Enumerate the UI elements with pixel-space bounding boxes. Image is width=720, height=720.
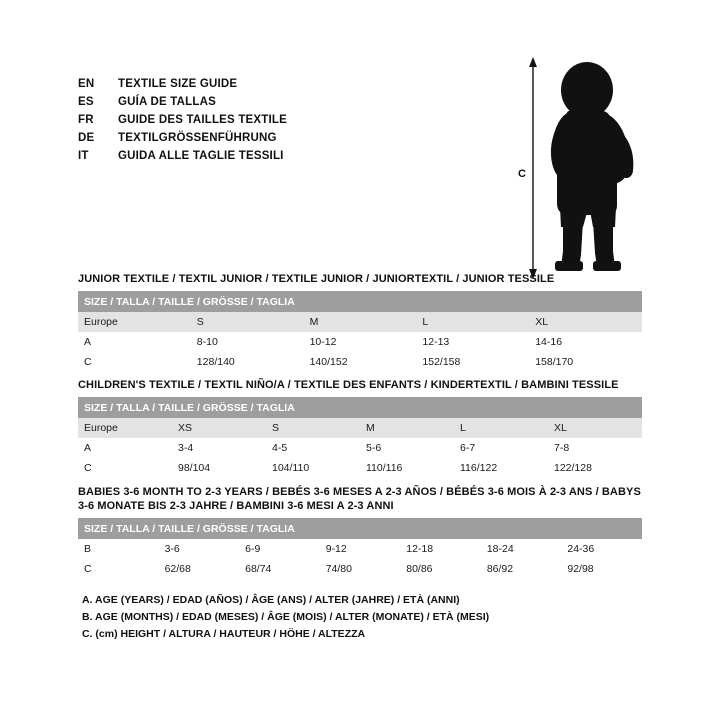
language-row xyxy=(78,75,478,93)
cell: 68/74 xyxy=(239,559,320,579)
cell: 3-4 xyxy=(172,438,266,458)
row-label: B xyxy=(78,539,159,559)
cell: 128/140 xyxy=(191,352,304,372)
column-header: XS xyxy=(172,418,266,438)
legend-line-a: A. AGE (YEARS) / EDAD (AÑOS) / ÂGE (ANS) / ALTER (JAHRE) / ETÀ (ANNI) xyxy=(82,594,460,606)
cell: 86/92 xyxy=(481,559,562,579)
cell: 3-6 xyxy=(159,539,240,559)
legend-line-b: B. AGE (MONTHS) / EDAD (MESES) / ÂGE (MOIS) / ALTER (MONATE) / ETÀ (MESI) xyxy=(82,611,490,623)
row-label: A xyxy=(78,332,191,352)
size-band-label: SIZE / TALLA / TAILLE / GRÖSSE / TAGLIA xyxy=(78,397,642,418)
column-header: XL xyxy=(548,418,642,438)
table-head-row xyxy=(78,291,642,312)
row-label: C xyxy=(78,559,159,579)
language-row xyxy=(78,147,478,165)
cell: 18-24 xyxy=(481,539,562,559)
cell: 92/98 xyxy=(561,559,642,579)
language-row xyxy=(78,93,478,111)
cell: 6-9 xyxy=(239,539,320,559)
language-title: GUIDE DES TAILLES TEXTILE xyxy=(118,114,287,126)
cell: 122/128 xyxy=(548,458,642,478)
table-column-row xyxy=(78,312,642,332)
table-row xyxy=(78,559,642,579)
table-row xyxy=(78,458,642,478)
language-title: GUIDA ALLE TAGLIE TESSILI xyxy=(118,150,284,162)
cell: 152/158 xyxy=(416,352,529,372)
column-header: Europe xyxy=(78,418,172,438)
language-code: FR xyxy=(78,114,94,126)
section-title: JUNIOR TEXTILE / TEXTIL JUNIOR / TEXTILE JUNIOR / JUNIORTEXTIL / JUNIOR TESSILE xyxy=(78,273,555,285)
height-measure-label: C xyxy=(518,168,526,180)
column-header: Europe xyxy=(78,312,191,332)
column-header: S xyxy=(266,418,360,438)
cell: 8-10 xyxy=(191,332,304,352)
cell: 80/86 xyxy=(400,559,481,579)
size-band-label: SIZE / TALLA / TAILLE / GRÖSSE / TAGLIA xyxy=(78,518,642,539)
cell: 12-13 xyxy=(416,332,529,352)
section-children-textile xyxy=(78,378,642,478)
language-row xyxy=(78,129,478,147)
language-code: IT xyxy=(78,150,89,162)
section-junior-textile xyxy=(78,272,642,372)
column-header: XL xyxy=(529,312,642,332)
babies-size-table xyxy=(78,518,642,579)
table-head-row xyxy=(78,518,642,539)
table-row xyxy=(78,332,642,352)
language-header xyxy=(78,75,478,165)
row-label: C xyxy=(78,352,191,372)
children-size-table xyxy=(78,397,642,478)
column-header: S xyxy=(191,312,304,332)
size-band-label: SIZE / TALLA / TAILLE / GRÖSSE / TAGLIA xyxy=(78,291,642,312)
legend-block xyxy=(78,592,638,643)
row-label: C xyxy=(78,458,172,478)
cell: 6-7 xyxy=(454,438,548,458)
cell: 12-18 xyxy=(400,539,481,559)
language-code: DE xyxy=(78,132,95,144)
cell: 9-12 xyxy=(320,539,401,559)
cell: 7-8 xyxy=(548,438,642,458)
child-figure-icon xyxy=(505,55,665,280)
cell: 110/116 xyxy=(360,458,454,478)
cell: 4-5 xyxy=(266,438,360,458)
language-row xyxy=(78,111,478,129)
table-row xyxy=(78,352,642,372)
child-silhouette-figure xyxy=(505,55,665,280)
cell: 98/104 xyxy=(172,458,266,478)
section-title: CHILDREN'S TEXTILE / TEXTIL NIÑO/A / TEXTILE DES ENFANTS / KINDERTEXTIL / BAMBINI TESSILE xyxy=(78,379,619,391)
cell: 116/122 xyxy=(454,458,548,478)
cell: 24-36 xyxy=(561,539,642,559)
cell: 74/80 xyxy=(320,559,401,579)
language-code: EN xyxy=(78,78,95,90)
column-header: M xyxy=(360,418,454,438)
column-header: L xyxy=(416,312,529,332)
junior-size-table xyxy=(78,291,642,372)
table-row xyxy=(78,438,642,458)
cell: 10-12 xyxy=(304,332,417,352)
cell: 140/152 xyxy=(304,352,417,372)
language-title: TEXTILGRÖSSENFÜHRUNG xyxy=(118,132,277,144)
table-head-row xyxy=(78,397,642,418)
cell: 62/68 xyxy=(159,559,240,579)
cell: 104/110 xyxy=(266,458,360,478)
table-row xyxy=(78,539,642,559)
language-code: ES xyxy=(78,96,94,108)
cell: 14-16 xyxy=(529,332,642,352)
table-column-row xyxy=(78,418,642,438)
section-babies-textile xyxy=(78,485,642,579)
row-label: A xyxy=(78,438,172,458)
language-title: TEXTILE SIZE GUIDE xyxy=(118,78,238,90)
column-header: M xyxy=(304,312,417,332)
section-title: BABIES 3-6 MONTH TO 2-3 YEARS / BEBÉS 3-6 MESES A 2-3 AÑOS / BÉBÉS 3-6 MOIS À 2-3 ANS / BABYS 3-6 MONATE BIS 2-3 JAHRE / BAMBINI 3-6 MESI A 2-3 ANNI xyxy=(78,486,641,512)
column-header: L xyxy=(454,418,548,438)
cell: 158/170 xyxy=(529,352,642,372)
language-title: GUÍA DE TALLAS xyxy=(118,96,216,108)
legend-line-c: C. (cm) HEIGHT / ALTURA / HAUTEUR / HÖHE / ALTEZZA xyxy=(82,628,366,640)
cell: 5-6 xyxy=(360,438,454,458)
